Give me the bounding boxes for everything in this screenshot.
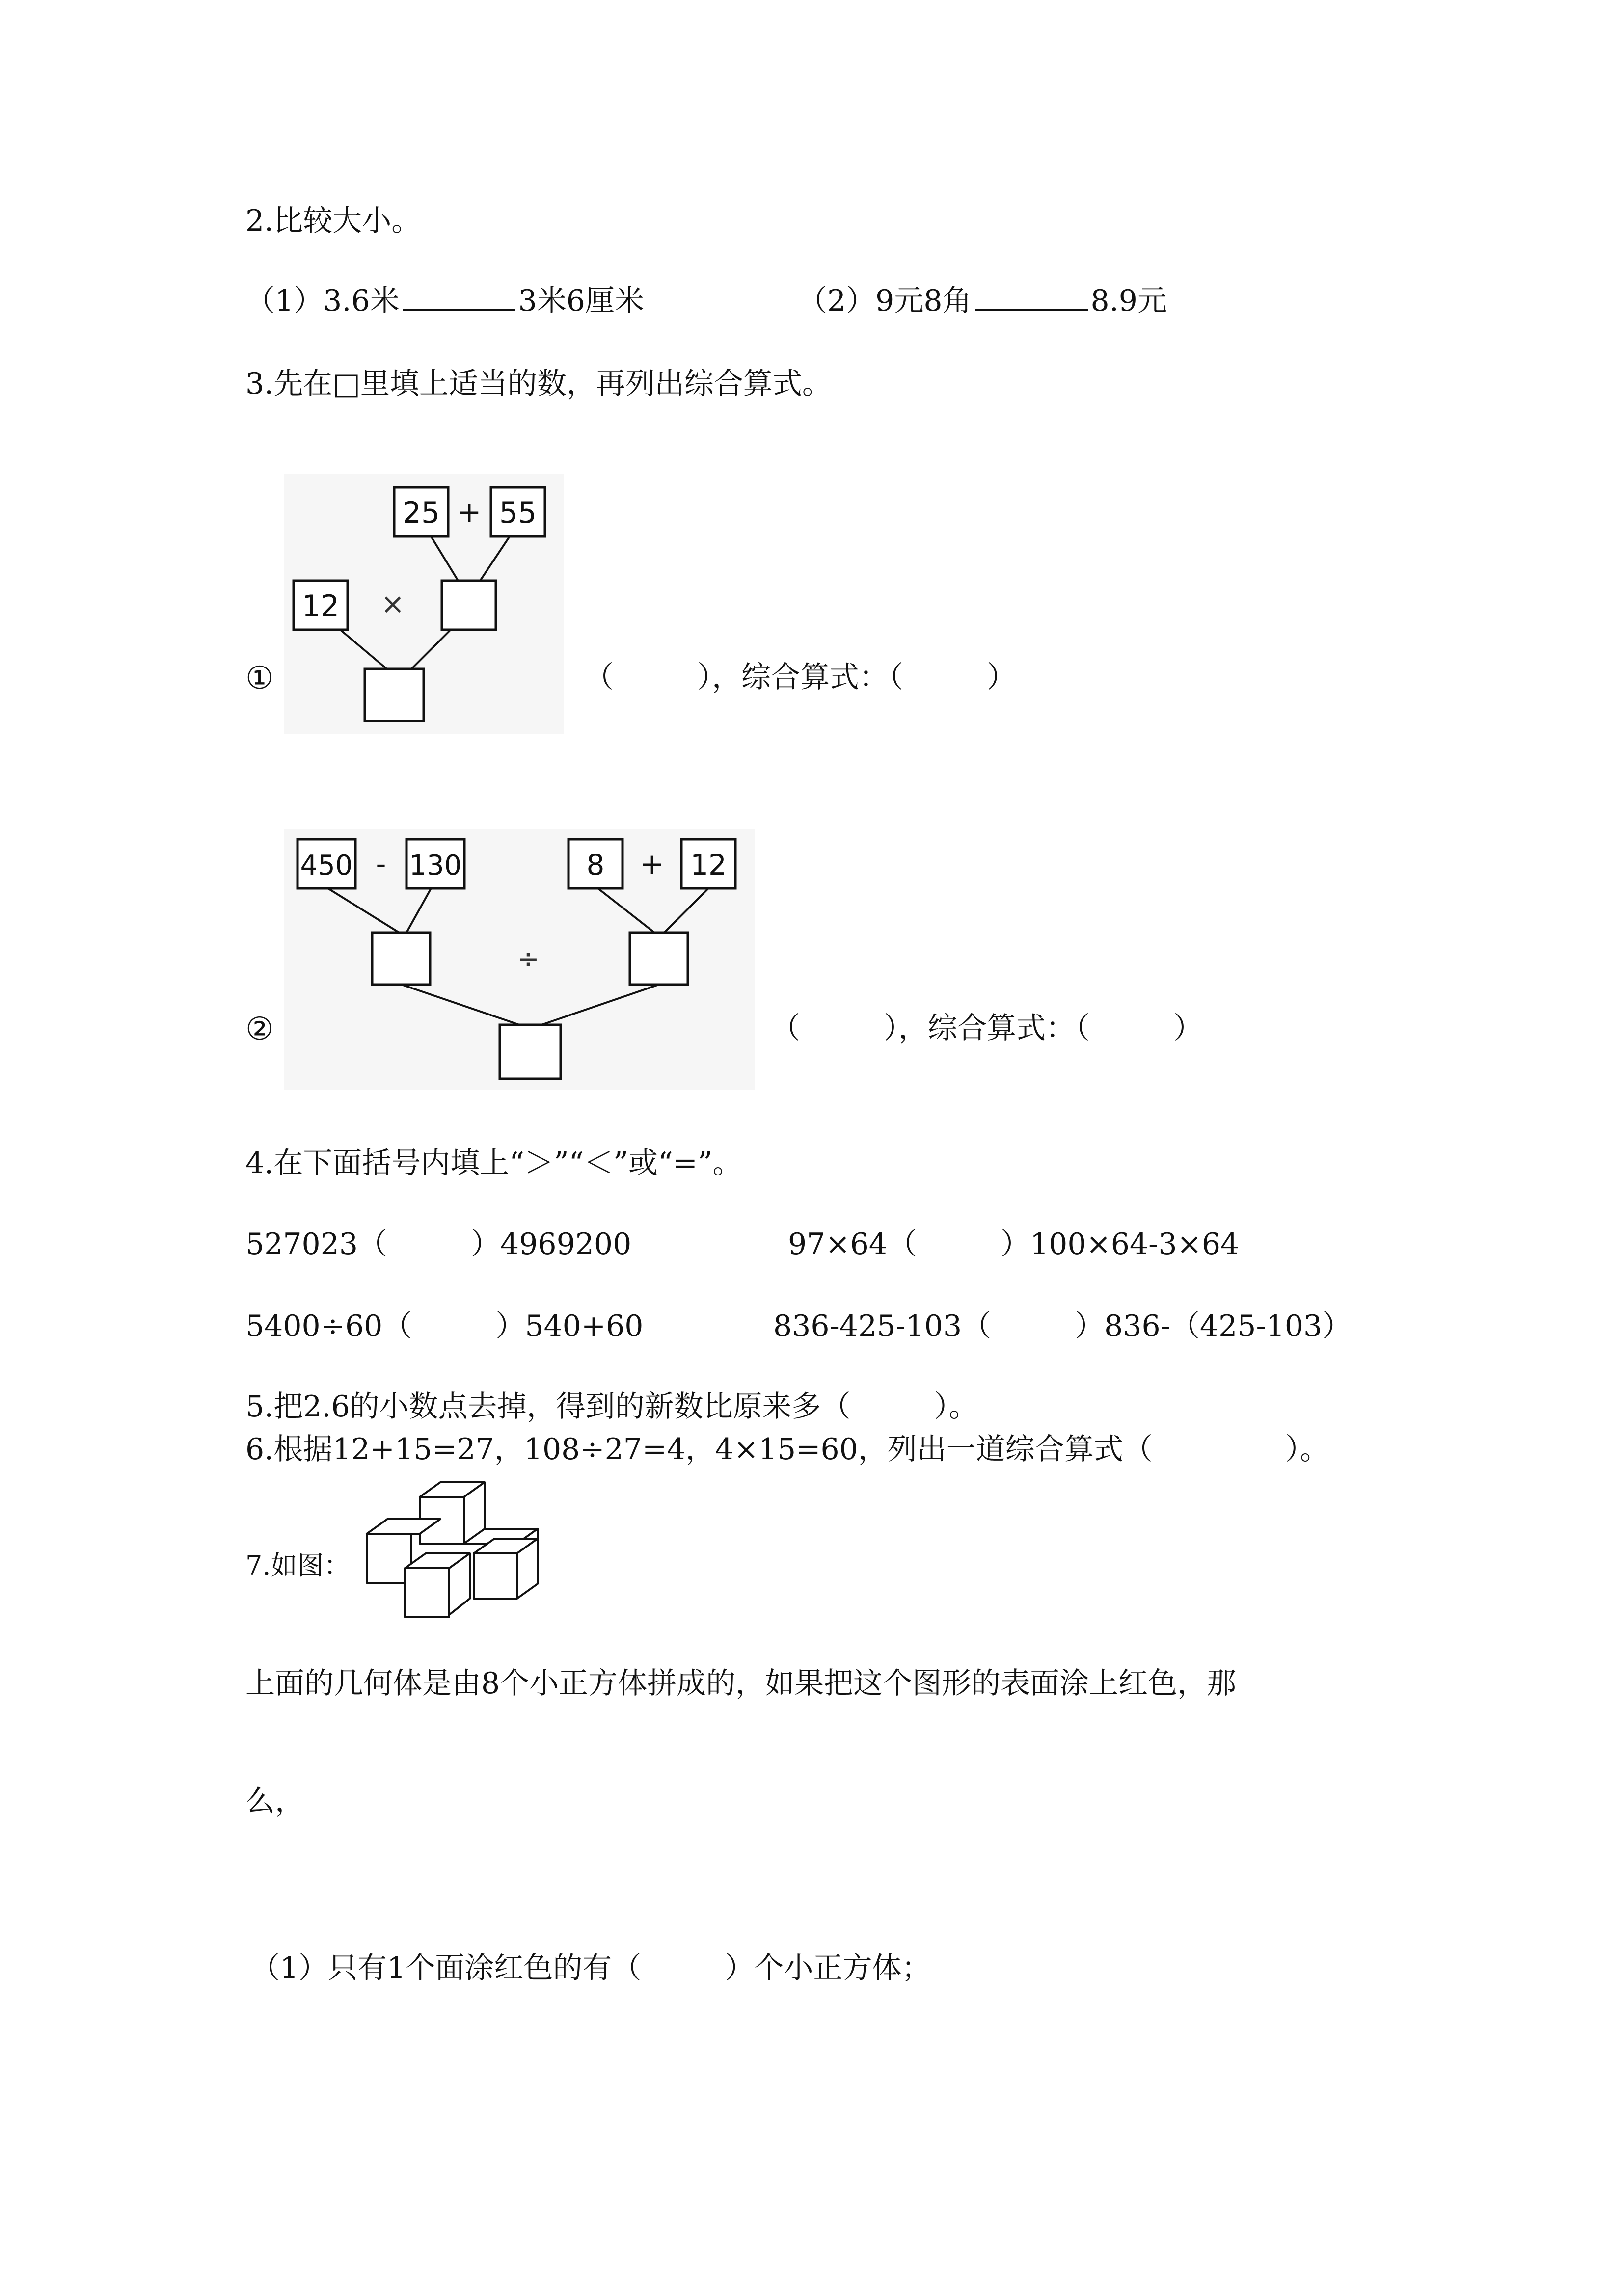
q4-r2c1-left: 5400÷60（	[245, 1309, 412, 1343]
d2-box-sum[interactable]	[630, 933, 688, 985]
d2-op-divide: ÷	[517, 943, 540, 974]
q4-r1c1-left: 527023（	[245, 1227, 388, 1261]
q5-line	[245, 1389, 978, 1424]
d2-num-130: 130	[409, 850, 462, 881]
q3-diagram-2-svg	[284, 829, 755, 1090]
d1-num-25: 25	[402, 496, 440, 530]
d1-op-times: ×	[380, 587, 405, 620]
q6-text: 6.根据12+15=27，108÷27=4，4×15=60，列出一道综合算式（	[245, 1432, 1153, 1467]
q3-d2-paren-open: （	[771, 1011, 800, 1045]
q7-description-1: 上面的几何体是由8个小正方体拼成的，如果把这个图形的表面涂上红色，那	[245, 1666, 1237, 1701]
d1-box-sum[interactable]	[442, 581, 496, 630]
q4-row1-col1	[245, 1229, 631, 1259]
q4-r2c2-left: 836-425-103（	[773, 1309, 992, 1343]
q3-d2-formula-label: ），综合算式：（	[884, 1011, 1090, 1045]
q7-label: 7.如图：	[245, 1550, 351, 1581]
q5-text: 5.把2.6的小数点去掉，得到的新数比原来多（	[245, 1389, 851, 1424]
q3-d2-answer-line	[771, 1011, 1203, 1045]
d2-num-12: 12	[690, 848, 727, 881]
d2-num-8: 8	[586, 848, 605, 881]
q2-part1-left: （1）3.6米	[245, 284, 400, 318]
q4-r2c1-right: ）540+60	[495, 1309, 644, 1343]
d1-num-12: 12	[301, 589, 340, 623]
q3-d1-paren-open: （	[584, 660, 614, 694]
q3-title: 3.先在□里填上适当的数，再列出综合算式。	[245, 367, 832, 401]
q4-row2-col1	[245, 1311, 643, 1341]
q4-r2c2-right: ）836-（425-103）	[1075, 1309, 1352, 1343]
d2-box-result[interactable]	[500, 1025, 561, 1079]
q7-sub1-text: （1）只有1个面涂红色的有（	[250, 1951, 642, 1985]
q6-line	[245, 1432, 1329, 1467]
q3-d1-formula-label: ），综合算式：（	[697, 660, 903, 694]
d1-num-55: 55	[499, 496, 537, 530]
q3-d1-marker: ①	[245, 660, 274, 696]
q3-diagram-1	[284, 474, 564, 734]
q5-end: ）。	[934, 1389, 978, 1424]
q2-compare-row	[245, 286, 644, 316]
q4-r1c2-left: 97×64（	[788, 1227, 917, 1261]
q3-d1-answer-line	[584, 660, 1016, 694]
d2-box-diff[interactable]	[372, 933, 430, 985]
q4-title: 4.在下面括号内填上“＞”“＜”或“=”。	[245, 1146, 742, 1180]
q3-d2-marker: ②	[245, 1011, 274, 1047]
d2-num-450: 450	[300, 850, 353, 881]
q2-part1-blank[interactable]	[403, 305, 515, 311]
q7-cube-figure	[356, 1470, 582, 1632]
d1-box-result[interactable]	[365, 669, 424, 721]
q6-end: ）。	[1285, 1432, 1329, 1467]
q2-part2-left: （2）9元8角	[798, 284, 972, 318]
q3-d1-paren-close: ）	[987, 660, 1016, 694]
d2-op-minus: -	[376, 847, 386, 881]
q3-d2-paren-close: ）	[1173, 1011, 1203, 1045]
q3-diagram-1-svg	[284, 474, 564, 734]
q4-r1c2-right: ）100×64-3×64	[1000, 1227, 1240, 1261]
q2-part2-right: 8.9元	[1090, 284, 1167, 318]
q2-part1-right: 3米6厘米	[518, 284, 644, 318]
q4-row2-col2	[773, 1311, 1352, 1341]
q4-row1-col2	[788, 1229, 1239, 1259]
q7-sub1-line	[250, 1953, 931, 1983]
d1-op-plus: +	[457, 495, 482, 529]
cubes-icon	[356, 1470, 582, 1632]
d2-op-plus: +	[640, 847, 664, 881]
q2-title: 2.比较大小。	[245, 204, 421, 238]
q3-diagram-2	[284, 829, 755, 1090]
q7-sub1-end: ）个小正方体；	[725, 1951, 931, 1985]
q7-description-2: 么，	[245, 1784, 304, 1818]
q2-part2-blank[interactable]	[975, 305, 1088, 311]
q2-compare-row-2	[798, 286, 1167, 316]
q4-r1c1-right: ）4969200	[471, 1227, 632, 1261]
